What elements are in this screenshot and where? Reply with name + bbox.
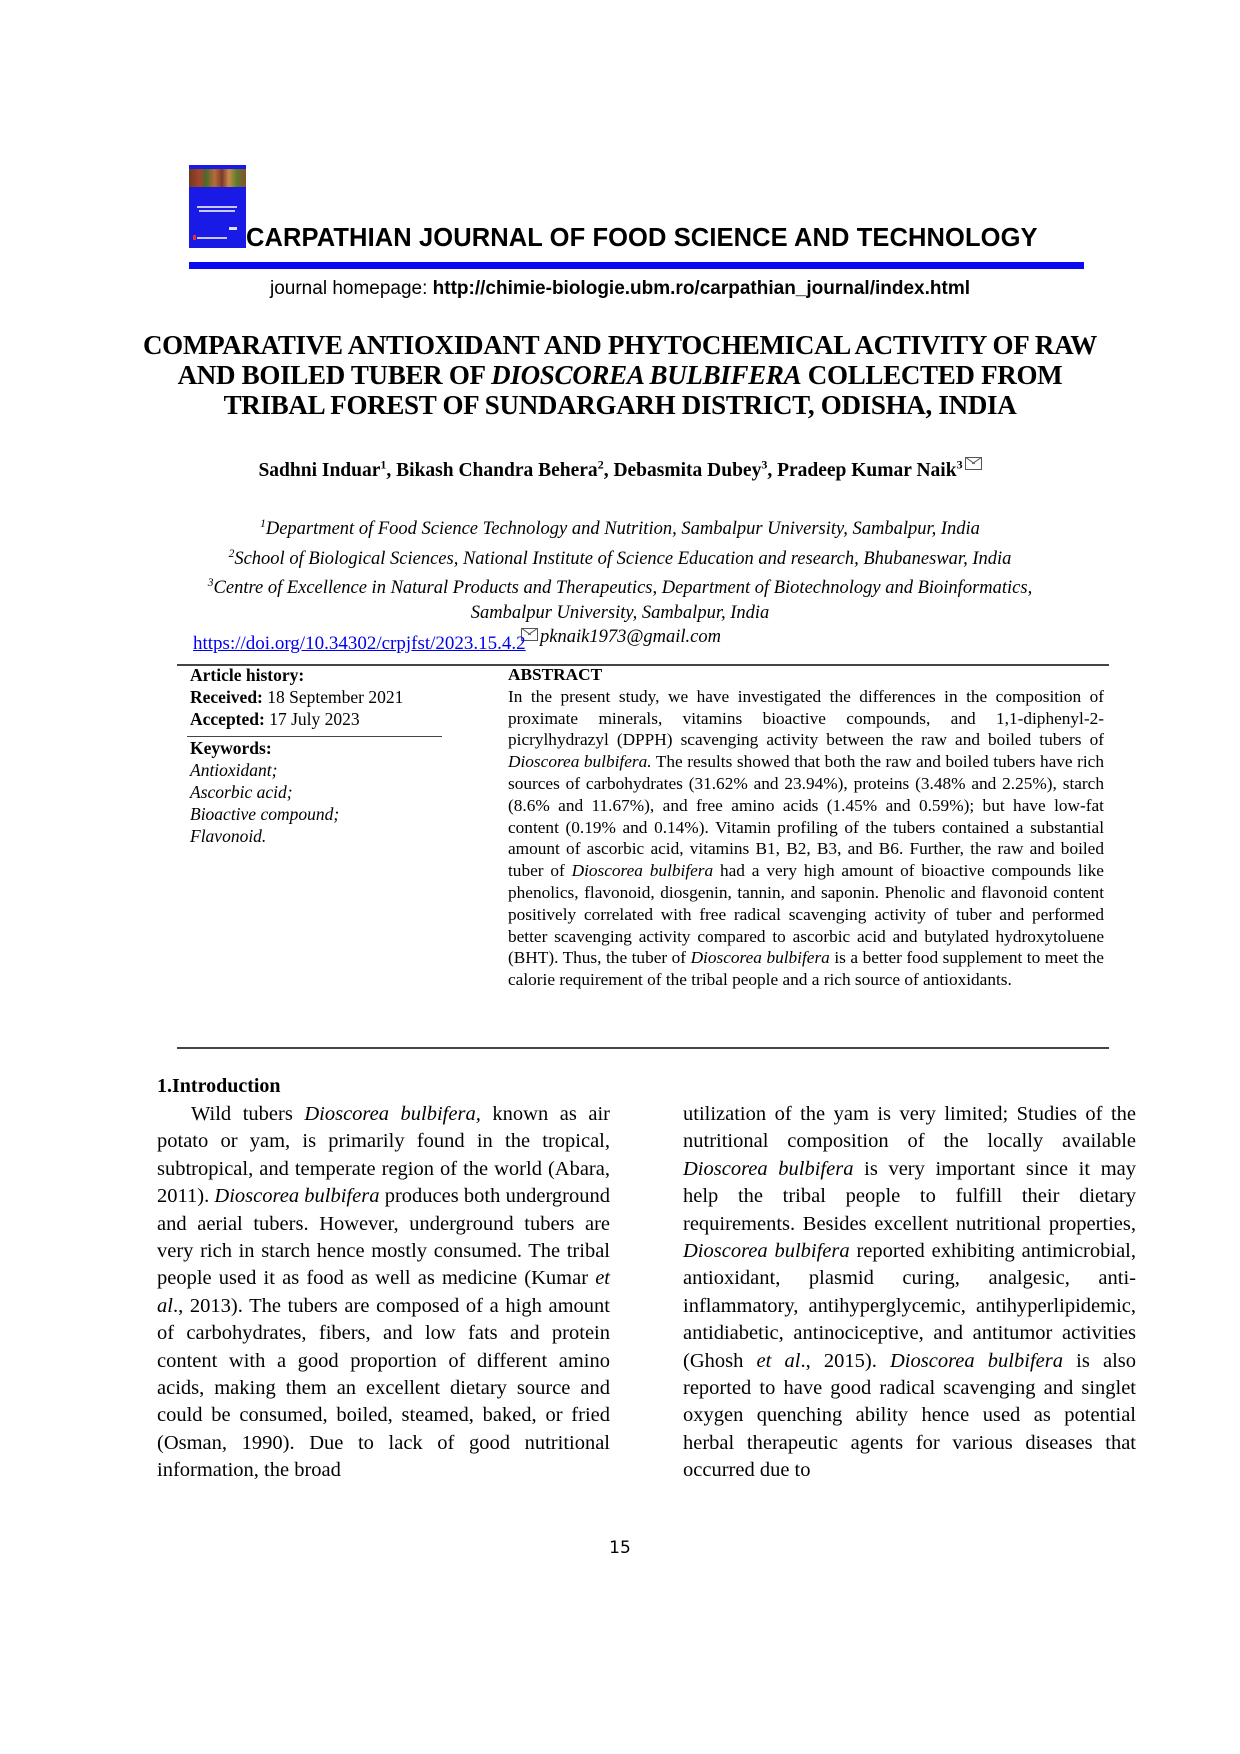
intro-column-right: utilization of the yam is very limited; Studies of the nutritional composition of the locally available Dioscorea bulbifera is very important since it may help the tribal people to fulfill their dietary requirements. Besides excellent nutritional properties, Dioscorea bulbifera reported exhibiting antimicrobial, antioxidant, plasmid curing, analgesic, anti-inflammatory, antihyperglycemic, antihyperlipidemic, antidiabetic, antinociceptive, and antitumor activities (Ghosh et al., 2015). Dioscorea bulbifera is also reported to have good radical scavenging and singlet oxygen quenching ability hence used as potential herbal therapeutic agents for various diseases that occurred due to	[683, 1103, 1137, 1482]
email-link[interactable]: pknaik1973@gmail.com	[540, 627, 721, 648]
author: Bikash Chandra Behera	[396, 460, 598, 481]
homepage-link[interactable]: http://chimie-biologie.ubm.ro/carpathian_journal/index.html	[432, 278, 970, 299]
abstract-heading: ABSTRACT	[508, 665, 603, 684]
author-list: Sadhni Induar$^1$, Bikash Chandra Behera$^2$, Debasmita Dubey$^3$, Pradeep Kumar Naik$^3$	[140, 457, 1100, 482]
keywords	[190, 737, 440, 847]
history-heading: Article history:	[190, 665, 305, 685]
envelope-icon	[965, 457, 982, 470]
author: Pradeep Kumar Naik	[777, 460, 957, 481]
article-history: Article history: Received: 18 September 2021 Accepted: 17 July 2023	[190, 665, 404, 729]
keyword: Bioactive compound;	[190, 804, 340, 824]
journal-name: CARPATHIAN JOURNAL OF FOOD SCIENCE AND TECHNOLOGY	[246, 224, 1038, 252]
affiliation: $^3$Centre of Excellence in Natural Products and Therapeutics, Department of Biotechnology and Bioinformatics,	[207, 577, 1033, 599]
keyword: Flavonoid.	[190, 826, 267, 846]
affiliation: $^2$School of Biological Sciences, National Institute of Science Education and research, Bhubaneswar, India	[228, 547, 1012, 569]
journal-cover-icon	[189, 165, 246, 248]
cover-photo-strip	[189, 169, 246, 187]
doi-link[interactable]: https://doi.org/10.34302/crpjfst/2023.15.4.2	[193, 633, 526, 654]
keywords-heading: Keywords:	[190, 738, 272, 758]
journal-homepage	[0, 278, 1240, 300]
affiliation: $^1$Department of Food Science Technology and Nutrition, Sambalpur University, Sambalpur, India	[260, 518, 980, 540]
section-heading-introduction: 1.Introduction	[157, 1075, 281, 1097]
author: Sadhni Induar	[258, 460, 381, 481]
affiliations	[140, 512, 1100, 650]
info-bottom-rule	[177, 1047, 1109, 1049]
article-title: COMPARATIVE ANTIOXIDANT AND PHYTOCHEMICAL ACTIVITY OF RAW AND BOILED TUBER OF DIOSCOREA BULBIFERA COLLECTED FROM TRIBAL FOREST OF SUNDARGARH DISTRICT, ODISHA, INDIA	[142, 330, 1097, 420]
header-divider	[189, 262, 1084, 269]
accepted-date: 17 July 2023	[264, 709, 360, 729]
received-date: 18 September 2021	[262, 687, 404, 707]
author: Debasmita Dubey	[613, 460, 762, 481]
title-species: DIOSCOREA BULBIFERA	[491, 360, 802, 390]
abstract	[508, 664, 1104, 991]
intro-column-left: Wild tubers Dioscorea bulbifera, known as air potato or yam, is primarily found in the tropical, subtropical, and temperate region of the world (Abara, 2011). Dioscorea bulbifera produces both underground and aerial tubers. However, underground tubers are very rich in starch hence mostly consumed. The tribal people used it as food as well as medicine (Kumar et al., 2013). The tubers are composed of a high amount of carbohydrates, fibers, and low fats and protein content with a good proportion of different amino acids, making them an excellent dietary source and could be consumed, boiled, steamed, baked, or fried (Osman, 1990). Due to lack of good nutritional information, the broad	[157, 1103, 610, 1482]
abstract-body: In the present study, we have investigated the differences in the composition of proximate minerals, vitamins bioactive compounds, and 1,1-diphenyl-2-picrylhydrazyl (DPPH) scavenging activity between the raw and boiled tubers of Dioscorea bulbifera. The results showed that both the raw and boiled tubers have rich sources of carbohydrates (31.62% and 23.94%), proteins (3.48% and 2.25%), starch (8.6% and 11.67%), and free amino acids (1.45% and 0.59%); but have low-fat content (0.19% and 0.14%). Vitamin profiling of the tubers contained a substantial amount of ascorbic acid, vitamins B1, B2, B3, and B6. Further, the raw and boiled tuber of Dioscorea bulbifera had a very high amount of bioactive compounds like phenolics, flavonoid, diosgenin, tannin, and saponin. Phenolic and flavonoid content positively correlated with free radical scavenging activity of tuber and performed better scavenging activity compared to ascorbic acid and butylated hydroxytoluene (BHT). Thus, the tuber of Dioscorea bulbifera is a better food supplement to meet the calorie requirement of the tribal people and a rich source of antioxidants.	[508, 686, 1104, 990]
affiliation: Sambalpur University, Sambalpur, India	[470, 602, 770, 623]
page-number: 15	[609, 1538, 631, 1558]
keyword: Ascorbic acid;	[190, 782, 293, 802]
keyword: Antioxidant;	[190, 760, 278, 780]
homepage-label: journal homepage:	[270, 278, 433, 299]
